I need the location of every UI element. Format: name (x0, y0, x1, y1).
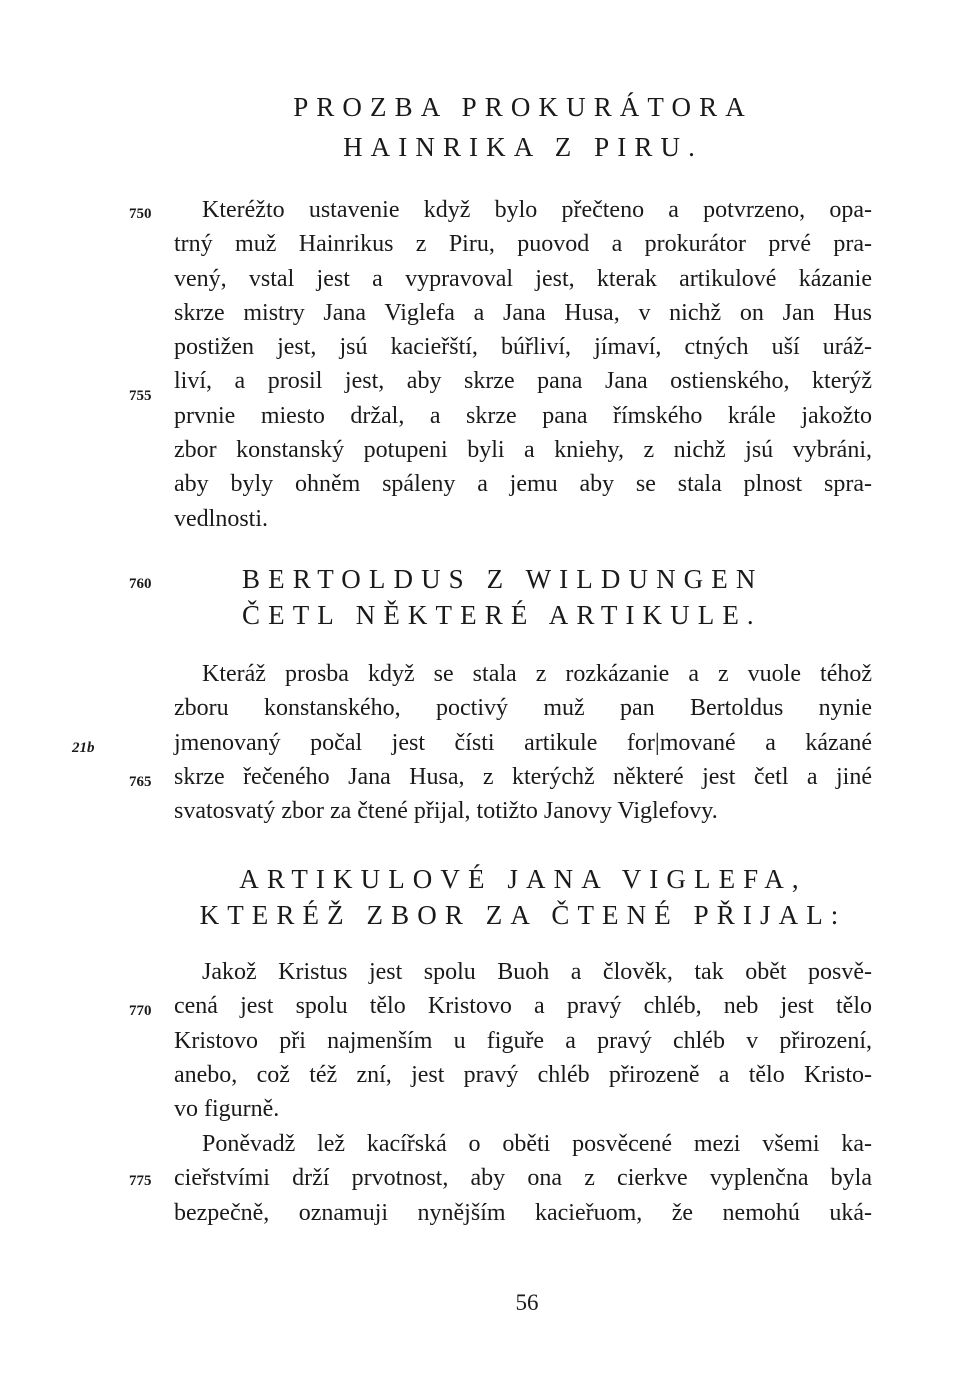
text-line: postižen jest, jsú kacieřští, búřliví, jímaví, ctných uší uráž- (174, 334, 872, 361)
line-number: 760 (129, 576, 152, 592)
text-line: svatosvatý zbor za čtené přijal, totižto Janovy Viglefovy. (174, 798, 718, 825)
heading-line: KTERÉŽ ZBOR ZA ČTENÉ PŘIJAL: (199, 900, 847, 930)
line-number: 750 (129, 206, 152, 222)
text-line: cená jest spolu tělo Kristovo a pravý chléb, neb jest tělo (174, 993, 872, 1020)
heading-line: HAINRIKA Z PIRU. (343, 132, 703, 162)
paragraph-4 (174, 1127, 872, 1230)
text-line: Jakož Kristus jest spolu Buoh a člověk, tak obět posvě- (202, 959, 872, 985)
text-line: vený, vstal jest a vypravoval jest, kterak artikulové kázanie (174, 265, 872, 292)
heading-line: ČETL NĚKTERÉ ARTIKULE. (242, 600, 762, 630)
text-line: Kteráž prosba když se stala z rozkázanie a z vuole téhož (202, 661, 872, 687)
line-number: 755 (129, 388, 152, 404)
text-line: bezpečně, oznamuji nynějším kacieřuom, že nemohú uká- (174, 1199, 872, 1226)
page-number: 56 (515, 1290, 539, 1315)
line-number: 770 (129, 1003, 152, 1019)
text-line: zboru konstanského, poctivý muž pan Bertoldus nynie (174, 695, 872, 722)
text-line: anebo, což též zní, jest pravý chléb přirozeně a tělo Kristo- (174, 1061, 872, 1088)
heading-line: ARTIKULOVÉ JANA VIGLEFA, (239, 864, 807, 894)
text-line: liví, a prosil jest, aby skrze pana Jana ostienského, kterýž (174, 368, 872, 395)
paragraph-2 (174, 657, 872, 828)
section-heading-3 (174, 866, 872, 929)
line-number: 765 (129, 774, 152, 790)
text-line: zbor konstanský potupeni byli a kniehy, z nichž jsú vybráni, (174, 437, 872, 464)
section-heading-1 (0, 94, 960, 161)
text-line: trný muž Hainrikus z Piru, puovod a prokurátor prvé pra- (174, 231, 872, 258)
line-number: 775 (129, 1173, 152, 1189)
text-line: cieřstvími drží prvotnost, aby ona z cierkve vyplenčna byla (174, 1165, 872, 1192)
text-line: jmenovaný počal jest čísti artikule for|mované a kázané (174, 729, 872, 756)
text-line: Kteréžto ustavenie když bylo přečteno a potvrzeno, opa- (202, 197, 872, 223)
heading-line: BERTOLDUS Z WILDUNGEN (242, 564, 764, 594)
folio-mark: 21b (72, 740, 95, 756)
text-line: skrze mistry Jana Viglefa a Jana Husa, v nichž on Jan Hus (174, 299, 872, 326)
text-line: skrze řečeného Jana Husa, z kterýchž některé jest četl a jiné (174, 763, 872, 790)
text-line: prvnie miesto držal, a skrze pana římského krále jakožto (174, 402, 872, 429)
heading-line: PROZBA PROKURÁTORA (293, 92, 753, 122)
text-line: Poněvadž lež kacířská o oběti posvěcené mezi všemi ka- (202, 1131, 872, 1157)
text-line: aby byly ohněm spáleny a jemu aby se stala plnost spra- (174, 471, 872, 498)
paragraph-3 (174, 955, 872, 1126)
text-line: vedlnosti. (174, 505, 268, 532)
text-line: Kristovo při najmenším u figuře a pravý chléb v přirození, (174, 1027, 872, 1054)
paragraph-1 (174, 193, 872, 536)
section-heading-2 (242, 566, 763, 629)
text-line: vo figurně. (174, 1096, 280, 1123)
